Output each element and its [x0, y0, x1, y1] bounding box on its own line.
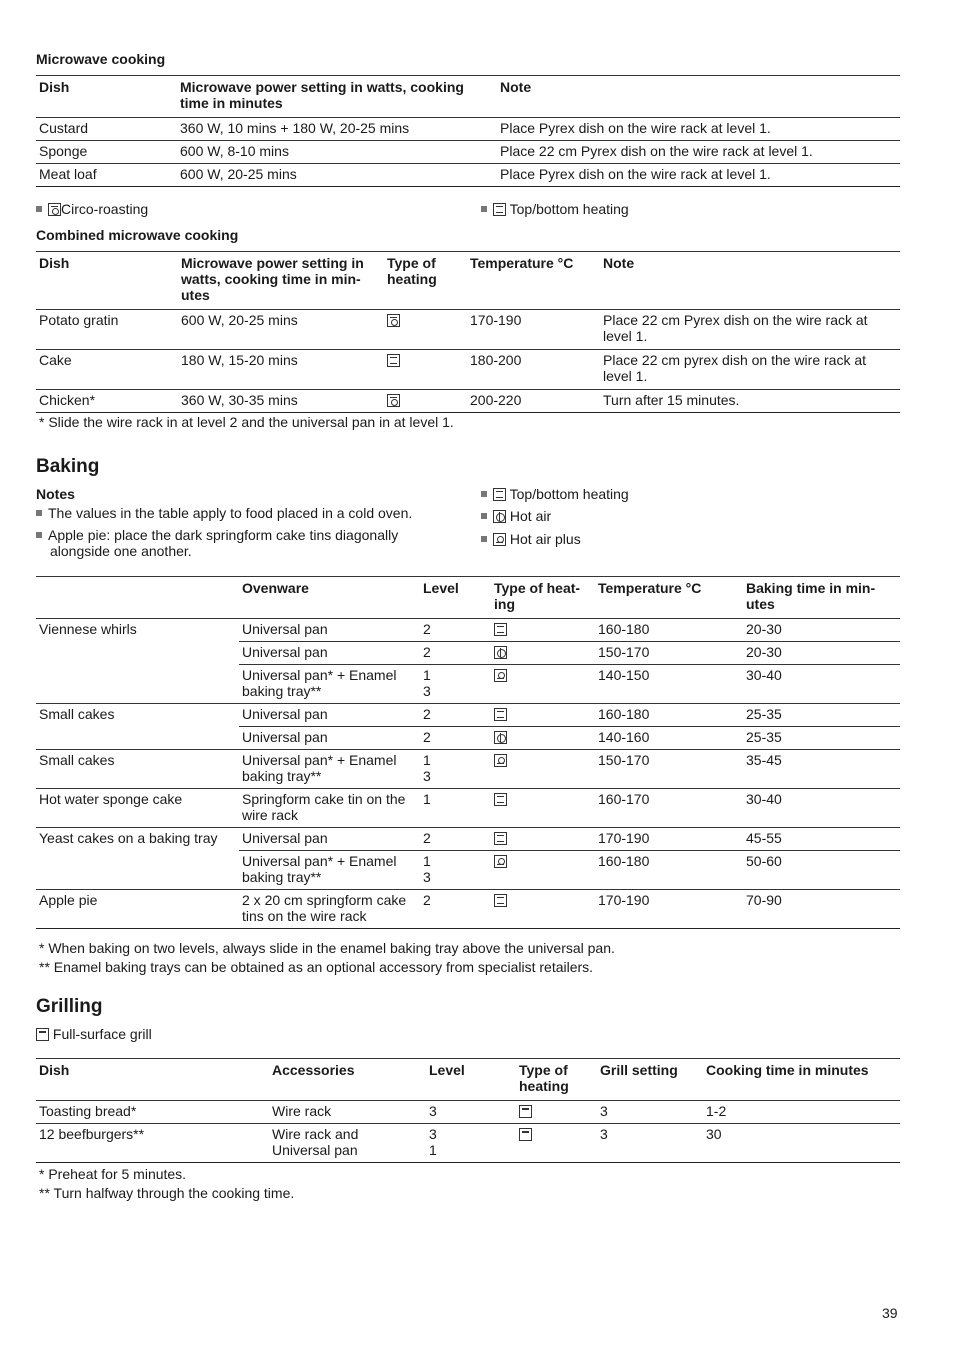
- combined-footnote: * Slide the wire rack in at level 2 and the universal pan in at level 1.: [39, 414, 454, 430]
- col-ovenware: Ovenware: [239, 577, 420, 619]
- table-row: [36, 1124, 900, 1163]
- col-dish: Dish: [36, 252, 178, 310]
- col-level: Level: [426, 1059, 516, 1101]
- cell: [491, 642, 595, 665]
- legend-label: Top/bottom heating: [509, 201, 629, 217]
- cell: 2: [420, 890, 491, 929]
- col-note: Note: [600, 252, 900, 310]
- cell: 180 W, 15-20 mins: [181, 352, 298, 368]
- cell: Universal pan* + Enamel baking tray**: [239, 750, 420, 789]
- col-heating: Type of heat-ing: [491, 577, 595, 619]
- legend-hotairplus: [481, 531, 581, 548]
- cell: 170-190: [470, 312, 522, 328]
- cell: Hot water sponge cake: [36, 789, 239, 828]
- col-accessories: Accessories: [269, 1059, 426, 1101]
- top-bottom-heating-icon: [494, 623, 507, 636]
- table-row: [36, 310, 900, 350]
- legend-topbottom: [481, 486, 629, 503]
- cell: [491, 704, 595, 727]
- cell: 25-35: [743, 704, 900, 727]
- cell: Springform cake tin on the wire rack: [239, 789, 420, 828]
- cell: 25-35: [743, 727, 900, 750]
- cell: 30: [706, 1126, 722, 1142]
- cell: 360 W, 10 mins + 180 W, 20-25 mins: [180, 120, 410, 136]
- cell: Small cakes: [36, 750, 239, 789]
- cell: 3: [600, 1126, 608, 1142]
- grilling-footnote: ** Turn halfway through the cooking time.: [39, 1185, 295, 1201]
- hot-air-plus-icon: [494, 754, 507, 767]
- bullet: [36, 510, 42, 516]
- legend-hotair: [481, 508, 551, 525]
- table-row: [36, 704, 900, 727]
- cell: Chicken*: [39, 392, 96, 408]
- cell: 150-170: [595, 750, 743, 789]
- cell: [491, 665, 595, 704]
- cell: 20-30: [743, 642, 900, 665]
- cell: Meat loaf: [39, 166, 97, 182]
- page-number: 39: [882, 1305, 898, 1321]
- cell: 600 W, 20-25 mins: [181, 312, 298, 328]
- cell: 2: [420, 828, 491, 851]
- bullet: [481, 536, 487, 542]
- table-row: [36, 619, 900, 642]
- legend-label: Hot air plus: [509, 531, 581, 547]
- hot-air-plus-icon: [494, 855, 507, 868]
- cell: Universal pan: [239, 828, 420, 851]
- cell: 12 beefburgers**: [39, 1126, 145, 1142]
- col-time: Baking time in min-utes: [743, 577, 900, 619]
- cell: Cake: [39, 352, 72, 368]
- table-row: [36, 665, 900, 704]
- circo-roasting-icon: [387, 314, 400, 327]
- cell: 3 1: [429, 1126, 437, 1158]
- top-bottom-heating-icon: [494, 832, 507, 845]
- cell: Universal pan* + Enamel baking tray**: [239, 665, 420, 704]
- cell: Place 22 cm pyrex dish on the wire rack at level 1.: [603, 352, 867, 384]
- col-power: Microwave power setting in watts, cooking time in minutes: [177, 76, 497, 118]
- hot-air-icon: [494, 731, 507, 744]
- cell: Place 22 cm Pyrex dish on the wire rack at level 1.: [500, 143, 813, 159]
- baking-footnote: * When baking on two levels, always slide in the enamel baking tray above the universal pan.: [39, 940, 615, 956]
- combined-table: [36, 251, 900, 413]
- col-level: Level: [420, 577, 491, 619]
- cell: Small cakes: [39, 706, 115, 722]
- note-item: [36, 527, 450, 559]
- cell: 2: [420, 727, 491, 750]
- table-row: [36, 164, 900, 187]
- cell: 30-40: [743, 665, 900, 704]
- cell: 150-170: [595, 642, 743, 665]
- cell: 1-2: [706, 1103, 727, 1119]
- cell: 35-45: [743, 750, 900, 789]
- bullet: [481, 491, 487, 497]
- cell: 160-170: [595, 789, 743, 828]
- cell: Wire rack: [272, 1103, 332, 1119]
- hot-air-plus-icon: [494, 669, 507, 682]
- circo-roasting-icon: [387, 394, 400, 407]
- cell: [36, 851, 239, 890]
- bullet: [36, 206, 42, 212]
- table-row: [36, 141, 900, 164]
- grilling-footnote: * Preheat for 5 minutes.: [39, 1166, 187, 1182]
- cell: 140-160: [595, 727, 743, 750]
- col-note: Note: [497, 76, 900, 118]
- cell: Universal pan: [239, 642, 420, 665]
- cell: 45-55: [743, 828, 900, 851]
- cell: [384, 350, 467, 390]
- cell: Universal pan: [239, 619, 420, 642]
- top-bottom-heating-icon: [493, 488, 506, 501]
- cell: 2 x 20 cm springform cake tins on the wire rack: [239, 890, 420, 929]
- cell: 160-180: [595, 619, 743, 642]
- full-surface-grill-icon: [519, 1105, 532, 1118]
- hot-air-plus-icon: [493, 533, 506, 546]
- cell: [36, 642, 239, 665]
- col-temperature: Temperature °C: [595, 577, 743, 619]
- col-power: Microwave power setting in watts, cooking time in min-utes: [178, 252, 384, 310]
- microwave-heading: Microwave cooking: [36, 51, 166, 67]
- cell: 2: [420, 619, 491, 642]
- cell: [384, 390, 467, 413]
- cell: Yeast cakes on a baking tray: [39, 830, 218, 846]
- table-row: [36, 390, 900, 413]
- legend-label: Circo-roasting: [61, 201, 149, 217]
- baking-footnote: ** Enamel baking trays can be obtained as an optional accessory from specialist retailers.: [39, 959, 594, 975]
- cell: Custard: [39, 120, 89, 136]
- baking-heading: Baking: [36, 456, 100, 477]
- notes-heading: Notes: [36, 486, 75, 502]
- col-heating: Type of heating: [516, 1059, 597, 1101]
- cell: 1 3: [420, 851, 491, 890]
- table-row: [36, 890, 900, 929]
- cell: [516, 1101, 597, 1124]
- cell: 3: [429, 1103, 437, 1119]
- table-row: [36, 118, 900, 141]
- col-time: Cooking time in minutes: [703, 1059, 900, 1101]
- cell: 1 3: [420, 665, 491, 704]
- table-row: [36, 851, 900, 890]
- baking-table: [36, 576, 900, 929]
- cell: Toasting bread*: [39, 1103, 137, 1119]
- circo-roasting-icon: [48, 203, 61, 216]
- grilling-table: [36, 1058, 900, 1163]
- cell: [491, 750, 595, 789]
- cell: Potato gratin: [39, 312, 119, 328]
- cell: 600 W, 8-10 mins: [180, 143, 289, 159]
- table-row: [36, 350, 900, 390]
- cell: 50-60: [743, 851, 900, 890]
- col-dish: [36, 577, 239, 619]
- cell: Apple pie: [36, 890, 239, 929]
- cell: [491, 619, 595, 642]
- top-bottom-heating-icon: [494, 894, 507, 907]
- cell: [491, 727, 595, 750]
- cell: 20-30: [743, 619, 900, 642]
- top-bottom-heating-icon: [494, 793, 507, 806]
- table-row: [36, 727, 900, 750]
- legend-label: Full-surface grill: [52, 1026, 152, 1042]
- cell: Universal pan: [239, 727, 420, 750]
- legend-circo: [36, 201, 148, 218]
- full-surface-grill-icon: [519, 1128, 532, 1141]
- cell: 160-180: [595, 851, 743, 890]
- note-text: The values in the table apply to food placed in a cold oven.: [48, 505, 413, 521]
- cell: 2: [420, 642, 491, 665]
- cell: [516, 1124, 597, 1163]
- bullet: [36, 532, 42, 538]
- cell: 180-200: [470, 352, 522, 368]
- cell: 140-150: [595, 665, 743, 704]
- cell: 30-40: [743, 789, 900, 828]
- full-surface-grill-icon: [36, 1028, 49, 1041]
- cell: 1: [420, 789, 491, 828]
- combined-heading: Combined microwave cooking: [36, 227, 239, 243]
- table-row: [36, 750, 900, 789]
- cell: 70-90: [743, 890, 900, 929]
- cell: 2: [420, 704, 491, 727]
- cell: 360 W, 30-35 mins: [181, 392, 298, 408]
- legend-grill: [36, 1026, 152, 1043]
- col-heating: Type of heating: [384, 252, 467, 310]
- cell: 170-190: [595, 828, 743, 851]
- cell: 170-190: [595, 890, 743, 929]
- col-dish: Dish: [36, 1059, 269, 1101]
- cell: [491, 828, 595, 851]
- bullet: [481, 206, 487, 212]
- cell: 160-180: [595, 704, 743, 727]
- hot-air-icon: [494, 646, 507, 659]
- legend-label: Top/bottom heating: [509, 486, 629, 502]
- top-bottom-heating-icon: [493, 203, 506, 216]
- cell: Sponge: [39, 143, 88, 159]
- cell: [384, 310, 467, 350]
- cell: 3: [600, 1103, 608, 1119]
- cell: 1 3: [420, 750, 491, 789]
- col-dish: Dish: [36, 76, 177, 118]
- cell: [36, 727, 239, 750]
- microwave-table: [36, 75, 900, 187]
- note-item: [36, 505, 456, 521]
- cell: [491, 789, 595, 828]
- top-bottom-heating-icon: [387, 354, 400, 367]
- cell: Wire rack and Universal pan: [272, 1126, 359, 1158]
- cell: [491, 890, 595, 929]
- bullet: [481, 513, 487, 519]
- col-grill-setting: Grill setting: [597, 1059, 703, 1101]
- note-text: Apple pie: place the dark springform cake tins diagonally alongside one another.: [48, 527, 399, 559]
- table-row: [36, 642, 900, 665]
- cell: 200-220: [470, 392, 522, 408]
- cell: Place Pyrex dish on the wire rack at level 1.: [500, 120, 771, 136]
- legend-label: Hot air: [509, 508, 552, 524]
- table-row: [36, 1101, 900, 1124]
- cell: [491, 851, 595, 890]
- hot-air-icon: [493, 510, 506, 523]
- cell: Viennese whirls: [39, 621, 137, 637]
- cell: Place Pyrex dish on the wire rack at level 1.: [500, 166, 771, 182]
- legend-topbottom: [481, 201, 629, 218]
- cell: Universal pan: [239, 704, 420, 727]
- col-temperature: Temperature °C: [467, 252, 600, 310]
- cell: Turn after 15 minutes.: [603, 392, 740, 408]
- table-row: [36, 789, 900, 828]
- top-bottom-heating-icon: [494, 708, 507, 721]
- cell: Universal pan* + Enamel baking tray**: [239, 851, 420, 890]
- cell: [36, 665, 239, 704]
- grilling-heading: Grilling: [36, 996, 103, 1017]
- cell: 600 W, 20-25 mins: [180, 166, 297, 182]
- table-row: [36, 828, 900, 851]
- cell: Place 22 cm Pyrex dish on the wire rack at level 1.: [603, 312, 868, 344]
